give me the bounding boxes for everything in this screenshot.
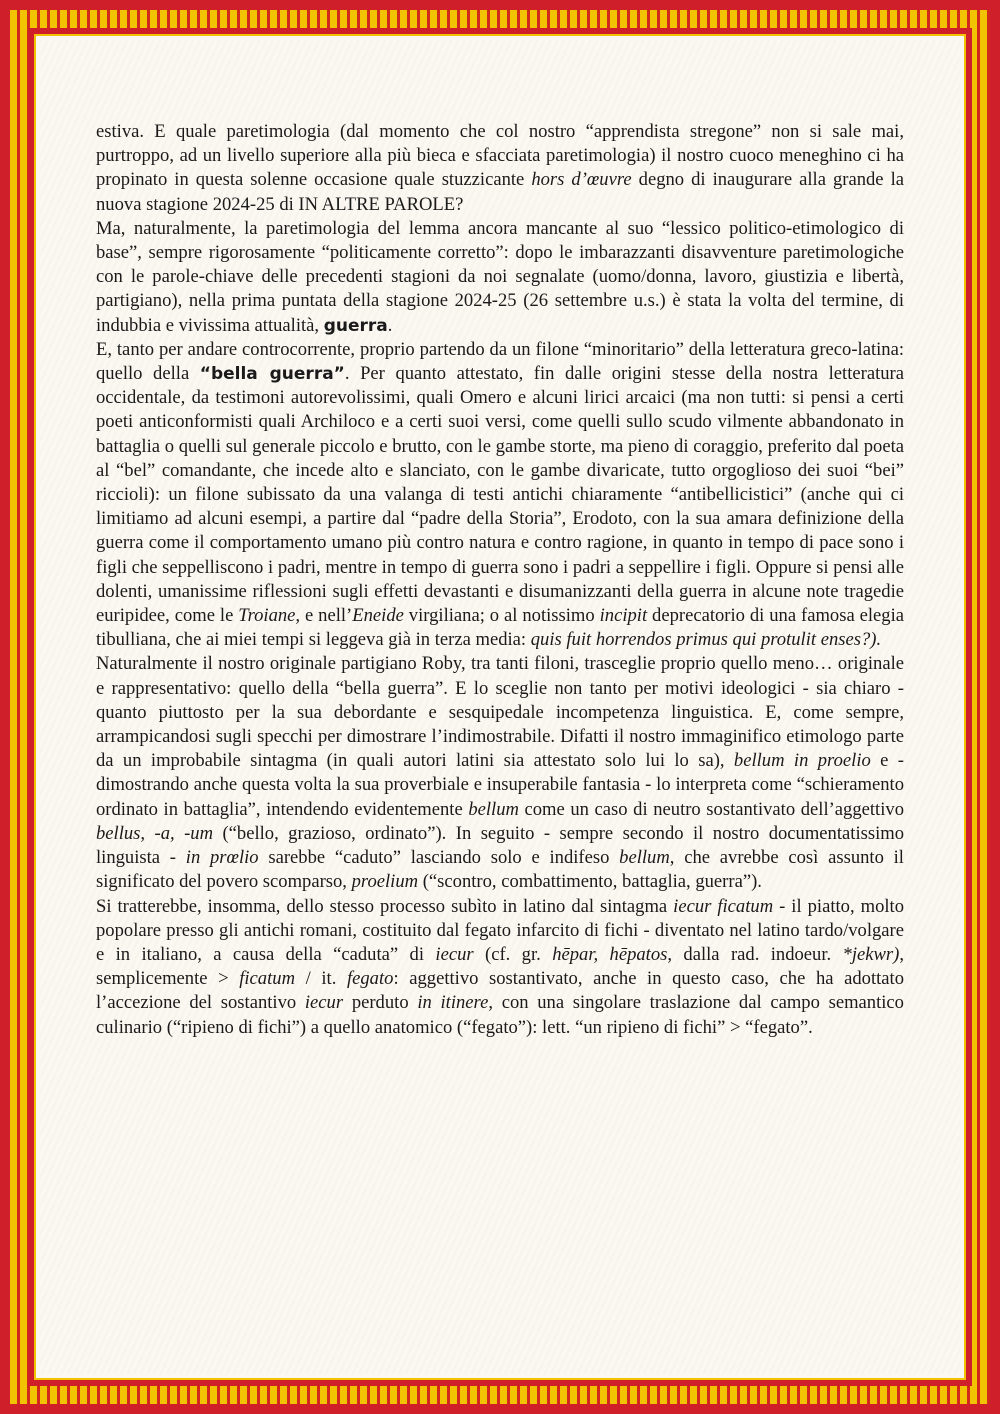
text-run: - il piatto, molto popolare presso gli antichi romani, costituito dal fegato infarcito di fichi - diventato nel latino tardo/volgare e in italiano, a causa della “caduta” di: [96, 895, 904, 965]
text-run: Ma, naturalmente, la paretimologia del lemma ancora mancante al suo “lessico politico-etimologico di base”, sempre rigorosamente “politicamente corretto”: dopo le imbarazzanti disavventure paretimologiche con le parole-chiave delle precedenti stagioni da noi segnalate (uomo/donna, lavoro, giustizia e libertà, partigiano), nella prima puntata della stagione 2024-25 (26 settembre u.s.) è stata la volta del termine, di indubbia e vivissima attualità,: [96, 217, 904, 336]
italic-text: bellus, -a, -um: [96, 822, 214, 844]
text-run: e nell’: [300, 605, 353, 627]
bold-text: “bella guerra”: [199, 364, 345, 385]
italic-text: *jekwr): [842, 943, 900, 965]
text-run: come un caso di neutro sostantivato dell’aggettivo: [518, 798, 904, 820]
italic-text: bellum in proelio: [733, 750, 871, 772]
text-run: e - dimostrando anche questa volta la sua proverbiale e insuperabile fantasia - lo interpreta come “schieramento ordinato in battaglia”, intendendo evidentemente: [96, 750, 904, 820]
text-run: (“bello, grazioso, ordinato”). In seguito - sempre secondo il nostro documentatissimo linguista -: [96, 822, 905, 869]
text-run: (“scontro, combattimento, battaglia, guerra”).: [418, 871, 762, 893]
text-run: degno di inaugurare alla grande la nuova stagione 2024-25 di IN ALTRE PAROLE?: [96, 169, 904, 215]
italic-text: iecur: [435, 943, 474, 965]
italic-text: proelium: [351, 871, 419, 893]
italic-text: Troiane,: [238, 605, 301, 627]
italic-text: in itinere: [417, 992, 489, 1014]
paragraph: [96, 895, 904, 1040]
italic-text: fegato: [346, 968, 394, 990]
italic-text: Eneide: [352, 605, 404, 627]
text-run: perduto: [343, 992, 418, 1014]
bold-text: guerra: [323, 315, 388, 336]
italic-text: bellum: [619, 847, 670, 869]
text-run: Naturalmente il nostro originale partigiano Roby, tra tanti filoni, trasceglie proprio quello meno… originale e rappresentativo: quello della “bella guerra”. E lo sceglie non tanto per motivi ideologici - sia chiaro - quanto piuttosto per la sua debordante e sesquipedale incompetenza linguistica. E, come sempre, arrampicandosi sugli specchi per dimostrare l’indimostrabile. Difatti il nostro immaginifico etimologo parte da un improbabile sintagma (in quali autori latini sia attestato solo lui lo sa),: [96, 653, 904, 772]
italic-text: iecur: [304, 992, 344, 1014]
text-run: : aggettivo sostantivato, anche in questo caso, che ha adottato l’accezione del sostantivo: [96, 968, 905, 1014]
text-run: , semplicemente >: [96, 943, 905, 990]
paragraph: [96, 217, 904, 338]
text-run: (cf. gr.: [473, 943, 553, 965]
text-run: deprecatorio di una famosa elegia tibulliana, che ai miei tempi si leggeva già in terza media:: [96, 605, 905, 651]
text-run: . Per quanto attestato, fin dalle origini stesse della nostra letteratura occidentale, da testimoni autorevolissimi, quali Omero e alcuni lirici arcaici (ma non tutti: si pensi a certi poeti anticonformisti quali Archiloco e a certi suoi versi, come quelli sullo scudo vilmente abbandonato in battaglia o quelli sul generale piccolo e brutto, con le gambe storte, ma pieno di coraggio, preferito dal poeta al “bel” comandante, che incede alto e slanciato, con le gambe divaricate, tutto orgoglioso dei suoi “bei” riccioli): un filone subissato da una valanga di testi antichi chiaramente “antibellicistici” (anche qui ci limitiamo ad alcuni esempi, a partire dal “padre della Storia”, Erodoto, con la sua amara definizione della guerra come il comportamento umano più contro natura e contro ragione, in quanto in tempo di pace sono i figli che seppelliscono i padri, mentre in tempo di guerra sono i padri a seppellire i figli. Oppure si pensi alle dolenti, umanissime riflessioni sugli effetti devastanti e disumanizzanti della guerra in alcune note tragedie euripidee, come le: [96, 363, 904, 627]
paragraph: [96, 120, 904, 217]
paragraph: [96, 652, 904, 894]
text-run: , dalla rad. indoeur.: [667, 943, 843, 965]
italic-text: bellum: [468, 798, 519, 820]
text-run: , che avrebbe così assunto il significato del povero scomparso,: [96, 847, 904, 893]
text-run: / it.: [295, 968, 347, 990]
text-run: virgiliana; o al notissimo: [403, 605, 600, 627]
text-run: E, tanto per andare controcorrente, proprio partendo da un filone “minoritario” della letteratura greco-latina: quello della: [96, 338, 904, 385]
italic-text: hors d’œuvre: [531, 169, 632, 191]
italic-text: quis fuit horrendos primus qui protulit enses?).: [530, 629, 882, 651]
text-run: sarebbe “caduto” lasciando solo e indifeso: [258, 847, 620, 869]
text-run: Si tratterebbe, insomma, dello stesso processo subìto in latino dal sintagma: [96, 895, 674, 917]
italic-text: in prœlio: [185, 847, 259, 869]
text-run: .: [387, 314, 393, 336]
italic-text: hēpar, hēpatos: [552, 943, 668, 965]
italic-text: iecur ficatum: [673, 895, 774, 917]
text-run: estiva. E quale paretimologia (dal momento che col nostro “apprendista stregone” non si sale mai, purtroppo, ad un livello superiore alla più bieca e sfacciata paretimologia) il nostro cuoco meneghino ci ha propinato in questa solenne occasione quale stuzzicante: [96, 121, 904, 191]
italic-text: incipit: [599, 605, 648, 627]
italic-text: ficatum: [239, 968, 295, 990]
paragraph: [96, 338, 904, 653]
text-run: , con una singolare traslazione dal campo semantico culinario (“ripieno di fichi”) a quello anatomico (“fegato”): lett. “un ripieno di fichi” > “fegato”.: [96, 992, 904, 1038]
article-body: [96, 120, 904, 1040]
